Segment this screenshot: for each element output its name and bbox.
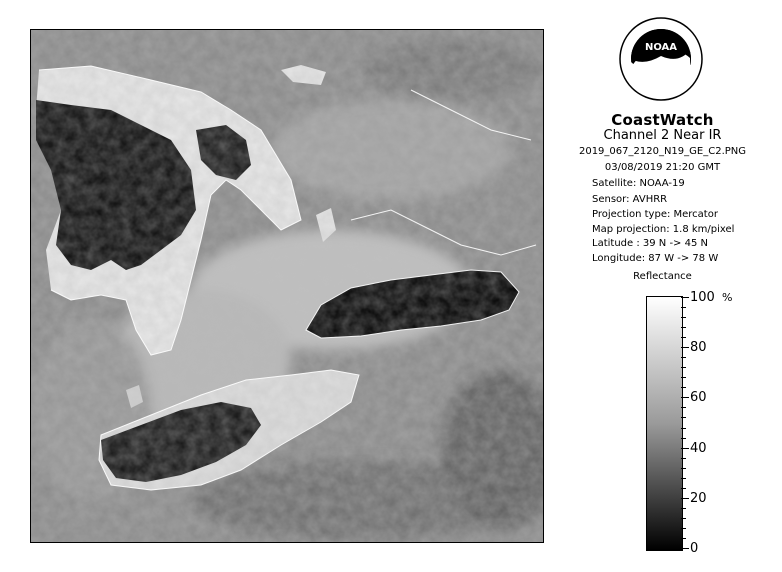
colorbar-minor-tick (681, 538, 686, 539)
reflectance-colorbar (646, 296, 683, 551)
colorbar-tick (681, 297, 689, 298)
satellite-info: Satellite: NOAA-19 (592, 178, 685, 189)
map-projection: Map projection: 1.8 km/pixel (592, 224, 735, 235)
image-texture (31, 30, 543, 542)
colorbar-minor-tick (681, 508, 686, 509)
colorbar-tick-label: 0 (690, 541, 699, 556)
colorbar-minor-tick (681, 357, 686, 358)
colorbar-minor-tick (681, 488, 686, 489)
channel-name: Channel 2 Near IR (603, 128, 722, 143)
satellite-map (30, 29, 544, 543)
colorbar-minor-tick (681, 458, 686, 459)
latitude-range: Latitude : 39 N -> 45 N (592, 238, 708, 249)
colorbar-tick (681, 397, 689, 398)
colorbar-minor-tick (681, 377, 686, 378)
colorbar-minor-tick (681, 468, 686, 469)
colorbar-minor-tick (681, 387, 686, 388)
colorbar-minor-tick (681, 417, 686, 418)
noaa-logo (618, 16, 704, 102)
colorbar-minor-tick (681, 478, 686, 479)
satellite-image (31, 30, 543, 542)
colorbar-unit: % (722, 291, 733, 304)
sensor-info: Sensor: AVHRR (592, 194, 668, 205)
colorbar-minor-tick (681, 528, 686, 529)
colorbar-tick-label: 60 (690, 390, 707, 406)
filename: 2019_067_2120_N19_GE_C2.PNG (578, 146, 747, 157)
colorbar-tick (681, 448, 689, 449)
colorbar-minor-tick (681, 438, 686, 439)
colorbar-minor-tick (681, 307, 686, 308)
colorbar-tick (681, 548, 689, 549)
colorbar-minor-tick (681, 317, 686, 318)
datetime: 03/08/2019 21:20 GMT (604, 162, 721, 173)
colorbar-minor-tick (681, 337, 686, 338)
noaa-logo-label: NOAA (644, 42, 678, 53)
colorbar-minor-tick (681, 407, 686, 408)
app-title: CoastWatch (611, 111, 714, 129)
colorbar-tick-label: 20 (690, 490, 707, 506)
colorbar-label: Reflectance (633, 271, 692, 282)
projection-type: Projection type: Mercator (592, 209, 718, 220)
colorbar-tick-label: 40 (690, 440, 707, 456)
noaa-logo-icon (618, 16, 704, 102)
colorbar-tick (681, 498, 689, 499)
colorbar-minor-tick (681, 518, 686, 519)
colorbar-tick-label: 100 (690, 290, 715, 305)
colorbar-tick-label: 80 (690, 340, 707, 356)
colorbar-minor-tick (681, 428, 686, 429)
colorbar-tick (681, 347, 689, 348)
colorbar-minor-tick (681, 367, 686, 368)
longitude-range: Longitude: 87 W -> 78 W (592, 253, 719, 264)
colorbar-minor-tick (681, 327, 686, 328)
